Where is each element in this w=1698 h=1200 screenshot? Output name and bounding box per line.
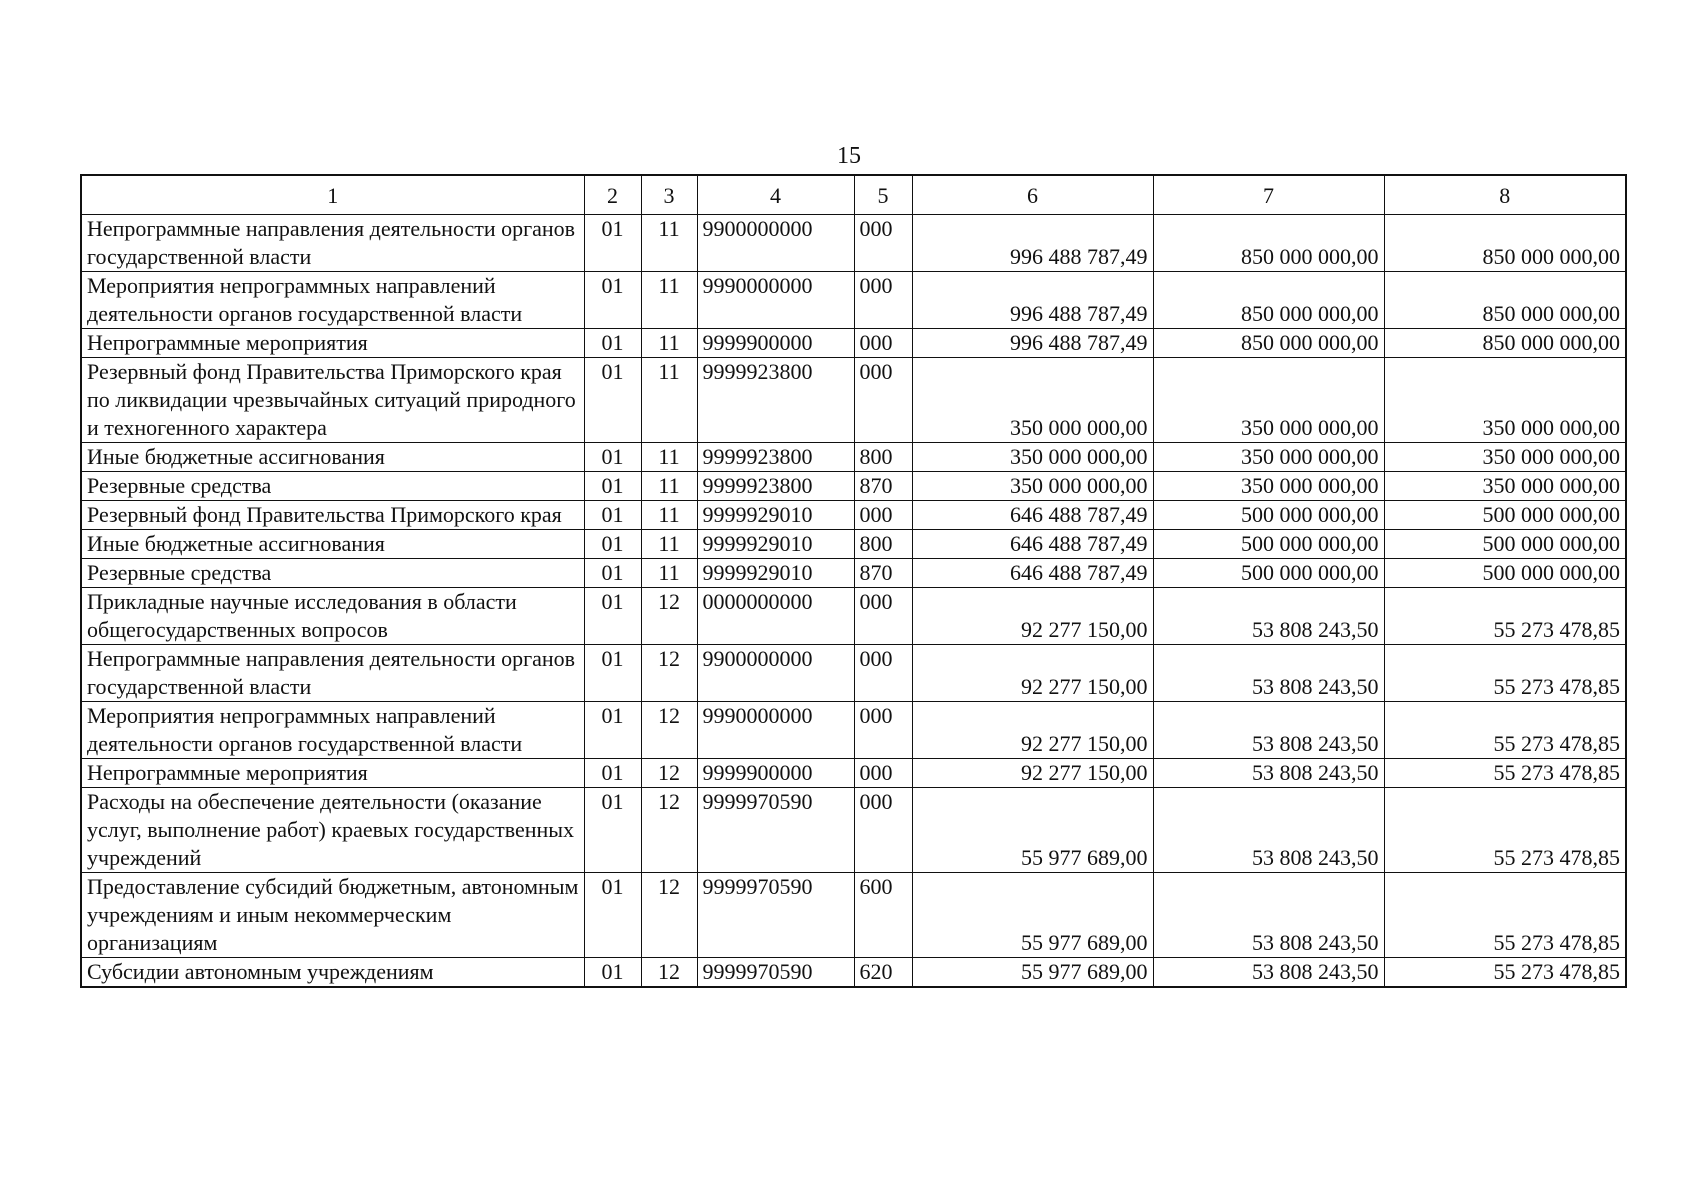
amount-col7-text: 850 000 000,00 xyxy=(1241,330,1379,355)
amount-col8-cell xyxy=(1384,873,1626,958)
row-name-cell xyxy=(81,215,584,272)
amount-col7-cell xyxy=(1153,443,1384,472)
amount-col6-cell xyxy=(912,215,1153,272)
amount-col7-text: 53 808 243,50 xyxy=(1252,617,1379,642)
row-name-cell xyxy=(81,588,584,645)
section-code-cell xyxy=(584,272,641,329)
row-name-cell xyxy=(81,759,584,788)
subsection-code-text: 12 xyxy=(658,959,680,984)
amount-col6-cell xyxy=(912,873,1153,958)
row-name-cell xyxy=(81,702,584,759)
target-article-cell xyxy=(697,472,854,501)
table-row xyxy=(81,759,1626,788)
section-code-cell xyxy=(584,559,641,588)
row-name-cell xyxy=(81,358,584,443)
target-article-text: 9900000000 xyxy=(702,646,813,671)
expense-type-text: 000 xyxy=(859,273,893,298)
table-row xyxy=(81,559,1626,588)
target-article-cell xyxy=(697,958,854,988)
amount-col8-cell xyxy=(1384,215,1626,272)
expense-type-text: 620 xyxy=(859,959,893,984)
target-article-cell xyxy=(697,358,854,443)
amount-col8-cell xyxy=(1384,443,1626,472)
expense-type-text: 000 xyxy=(859,216,893,241)
subsection-code-text: 12 xyxy=(658,703,680,728)
amount-col7-text: 350 000 000,00 xyxy=(1241,473,1379,498)
column-header-1: 1 xyxy=(81,175,584,215)
amount-col6-cell xyxy=(912,559,1153,588)
table-row xyxy=(81,443,1626,472)
table-row xyxy=(81,873,1626,958)
section-code-text: 01 xyxy=(601,560,624,585)
expense-type-text: 600 xyxy=(859,874,893,899)
table-row xyxy=(81,645,1626,702)
amount-col8-text: 850 000 000,00 xyxy=(1482,244,1620,269)
subsection-code-cell xyxy=(641,759,697,788)
expense-type-text: 000 xyxy=(859,703,893,728)
amount-col8-cell xyxy=(1384,559,1626,588)
expense-type-cell xyxy=(854,443,912,472)
column-header-5: 5 xyxy=(854,175,912,215)
expense-type-cell xyxy=(854,530,912,559)
section-code-text: 01 xyxy=(601,531,624,556)
amount-col6-cell xyxy=(912,588,1153,645)
amount-col6-text: 350 000 000,00 xyxy=(1010,473,1148,498)
row-name-text: Непрограммные мероприятия xyxy=(87,760,368,785)
target-article-text: 9999929010 xyxy=(702,560,813,585)
expense-type-text: 000 xyxy=(859,502,893,527)
row-name-text: Предоставление субсидий бюджетным, автономным учреждениям и иным некоммерческим организациям xyxy=(87,874,579,955)
amount-col8-cell xyxy=(1384,958,1626,988)
subsection-code-text: 12 xyxy=(658,589,680,614)
amount-col8-text: 55 273 478,85 xyxy=(1493,845,1620,870)
section-code-text: 01 xyxy=(601,216,624,241)
amount-col6-cell xyxy=(912,358,1153,443)
row-name-cell xyxy=(81,958,584,988)
amount-col8-text: 500 000 000,00 xyxy=(1482,502,1620,527)
subsection-code-cell xyxy=(641,443,697,472)
target-article-cell xyxy=(697,702,854,759)
expense-type-cell xyxy=(854,501,912,530)
subsection-code-text: 11 xyxy=(658,216,680,241)
row-name-cell xyxy=(81,272,584,329)
table-header xyxy=(81,175,1626,215)
expense-type-cell xyxy=(854,358,912,443)
row-name-text: Иные бюджетные ассигнования xyxy=(87,444,385,469)
section-code-text: 01 xyxy=(601,273,624,298)
amount-col7-text: 53 808 243,50 xyxy=(1252,930,1379,955)
subsection-code-cell xyxy=(641,358,697,443)
amount-col8-text: 350 000 000,00 xyxy=(1482,473,1620,498)
expense-type-cell xyxy=(854,588,912,645)
amount-col7-text: 53 808 243,50 xyxy=(1252,674,1379,699)
row-name-text: Непрограммные мероприятия xyxy=(87,330,368,355)
amount-col8-cell xyxy=(1384,788,1626,873)
target-article-cell xyxy=(697,530,854,559)
amount-col7-cell xyxy=(1153,472,1384,501)
row-name-cell xyxy=(81,472,584,501)
target-article-text: 9999900000 xyxy=(702,330,813,355)
section-code-text: 01 xyxy=(601,589,624,614)
section-code-text: 01 xyxy=(601,444,624,469)
amount-col6-text: 92 277 150,00 xyxy=(1021,731,1148,756)
subsection-code-text: 11 xyxy=(658,359,680,384)
amount-col6-cell xyxy=(912,530,1153,559)
table-row xyxy=(81,788,1626,873)
page-number: 15 xyxy=(837,143,861,169)
subsection-code-text: 12 xyxy=(658,646,680,671)
target-article-text: 9900000000 xyxy=(702,216,813,241)
amount-col6-text: 92 277 150,00 xyxy=(1021,617,1148,642)
amount-col8-cell xyxy=(1384,329,1626,358)
subsection-code-text: 11 xyxy=(658,502,680,527)
expense-type-text: 870 xyxy=(859,473,893,498)
section-code-cell xyxy=(584,873,641,958)
target-article-text: 9999929010 xyxy=(702,531,813,556)
amount-col7-cell xyxy=(1153,645,1384,702)
amount-col8-cell xyxy=(1384,472,1626,501)
column-header-3: 3 xyxy=(641,175,697,215)
amount-col8-text: 55 273 478,85 xyxy=(1493,674,1620,699)
table-row xyxy=(81,272,1626,329)
amount-col7-text: 53 808 243,50 xyxy=(1252,845,1379,870)
section-code-text: 01 xyxy=(601,874,624,899)
row-name-text: Мероприятия непрограммных направлений деятельности органов государственной власти xyxy=(87,273,523,326)
row-name-cell xyxy=(81,645,584,702)
row-name-text: Непрограммные направления деятельности органов государственной власти xyxy=(87,646,576,699)
amount-col7-cell xyxy=(1153,958,1384,988)
section-code-text: 01 xyxy=(601,473,624,498)
amount-col8-cell xyxy=(1384,358,1626,443)
expense-type-text: 000 xyxy=(859,789,893,814)
row-name-text: Субсидии автономным учреждениям xyxy=(87,959,434,984)
row-name-cell xyxy=(81,873,584,958)
column-header-4: 4 xyxy=(697,175,854,215)
subsection-code-text: 11 xyxy=(658,273,680,298)
amount-col7-cell xyxy=(1153,215,1384,272)
subsection-code-cell xyxy=(641,588,697,645)
amount-col6-cell xyxy=(912,958,1153,988)
amount-col8-text: 55 273 478,85 xyxy=(1493,760,1620,785)
subsection-code-text: 11 xyxy=(658,444,680,469)
column-header-6: 6 xyxy=(912,175,1153,215)
amount-col7-text: 350 000 000,00 xyxy=(1241,444,1379,469)
section-code-text: 01 xyxy=(601,646,624,671)
subsection-code-cell xyxy=(641,472,697,501)
amount-col6-cell xyxy=(912,645,1153,702)
amount-col8-text: 850 000 000,00 xyxy=(1482,301,1620,326)
section-code-text: 01 xyxy=(601,760,624,785)
amount-col8-cell xyxy=(1384,702,1626,759)
amount-col7-cell xyxy=(1153,501,1384,530)
amount-col7-cell xyxy=(1153,329,1384,358)
section-code-cell xyxy=(584,501,641,530)
expense-type-text: 800 xyxy=(859,531,893,556)
subsection-code-cell xyxy=(641,788,697,873)
table-row xyxy=(81,472,1626,501)
expense-type-cell xyxy=(854,215,912,272)
amount-col6-text: 646 488 787,49 xyxy=(1010,531,1148,556)
amount-col7-cell xyxy=(1153,530,1384,559)
table-row xyxy=(81,501,1626,530)
section-code-cell xyxy=(584,788,641,873)
amount-col8-cell xyxy=(1384,759,1626,788)
row-name-cell xyxy=(81,559,584,588)
amount-col6-text: 350 000 000,00 xyxy=(1010,415,1148,440)
amount-col7-text: 53 808 243,50 xyxy=(1252,959,1379,984)
subsection-code-cell xyxy=(641,501,697,530)
row-name-text: Непрограммные направления деятельности органов государственной власти xyxy=(87,216,576,269)
row-name-text: Мероприятия непрограммных направлений деятельности органов государственной власти xyxy=(87,703,523,756)
table-row xyxy=(81,588,1626,645)
expense-type-text: 800 xyxy=(859,444,893,469)
amount-col6-cell xyxy=(912,443,1153,472)
expense-type-text: 870 xyxy=(859,560,893,585)
subsection-code-text: 12 xyxy=(658,789,680,814)
amount-col8-text: 500 000 000,00 xyxy=(1482,560,1620,585)
column-header-7: 7 xyxy=(1153,175,1384,215)
expense-type-cell xyxy=(854,702,912,759)
amount-col7-text: 500 000 000,00 xyxy=(1241,502,1379,527)
target-article-cell xyxy=(697,329,854,358)
amount-col8-cell xyxy=(1384,501,1626,530)
amount-col7-cell xyxy=(1153,788,1384,873)
section-code-cell xyxy=(584,215,641,272)
expense-type-cell xyxy=(854,645,912,702)
amount-col8-cell xyxy=(1384,272,1626,329)
expense-type-cell xyxy=(854,559,912,588)
target-article-text: 9990000000 xyxy=(702,273,813,298)
section-code-text: 01 xyxy=(601,359,624,384)
subsection-code-text: 11 xyxy=(658,330,680,355)
amount-col7-text: 500 000 000,00 xyxy=(1241,531,1379,556)
subsection-code-cell xyxy=(641,559,697,588)
subsection-code-text: 12 xyxy=(658,760,680,785)
expense-type-cell xyxy=(854,788,912,873)
section-code-cell xyxy=(584,443,641,472)
section-code-text: 01 xyxy=(601,502,624,527)
target-article-text: 9990000000 xyxy=(702,703,813,728)
target-article-cell xyxy=(697,588,854,645)
table-row xyxy=(81,215,1626,272)
expense-type-cell xyxy=(854,958,912,988)
subsection-code-cell xyxy=(641,958,697,988)
amount-col7-cell xyxy=(1153,759,1384,788)
amount-col8-text: 850 000 000,00 xyxy=(1482,330,1620,355)
table-row xyxy=(81,702,1626,759)
amount-col8-text: 350 000 000,00 xyxy=(1482,444,1620,469)
subsection-code-text: 11 xyxy=(658,560,680,585)
subsection-code-cell xyxy=(641,530,697,559)
section-code-cell xyxy=(584,759,641,788)
section-code-text: 01 xyxy=(601,703,624,728)
target-article-cell xyxy=(697,215,854,272)
amount-col8-text: 55 273 478,85 xyxy=(1493,731,1620,756)
section-code-cell xyxy=(584,329,641,358)
subsection-code-cell xyxy=(641,272,697,329)
amount-col7-cell xyxy=(1153,588,1384,645)
subsection-code-cell xyxy=(641,329,697,358)
amount-col7-text: 850 000 000,00 xyxy=(1241,301,1379,326)
target-article-text: 9999923800 xyxy=(702,473,813,498)
row-name-cell xyxy=(81,443,584,472)
target-article-cell xyxy=(697,559,854,588)
section-code-cell xyxy=(584,530,641,559)
amount-col7-cell xyxy=(1153,358,1384,443)
amount-col7-text: 350 000 000,00 xyxy=(1241,415,1379,440)
row-name-text: Резервные средства xyxy=(87,473,272,498)
row-name-text: Расходы на обеспечение деятельности (оказание услуг, выполнение работ) краевых государственных учреждений xyxy=(87,789,575,870)
subsection-code-text: 11 xyxy=(658,473,680,498)
column-header-2: 2 xyxy=(584,175,641,215)
amount-col7-text: 53 808 243,50 xyxy=(1252,731,1379,756)
row-name-text: Иные бюджетные ассигнования xyxy=(87,531,385,556)
row-name-cell xyxy=(81,501,584,530)
amount-col7-cell xyxy=(1153,873,1384,958)
expense-type-cell xyxy=(854,329,912,358)
section-code-cell xyxy=(584,702,641,759)
amount-col8-cell xyxy=(1384,645,1626,702)
section-code-text: 01 xyxy=(601,789,624,814)
target-article-cell xyxy=(697,788,854,873)
subsection-code-cell xyxy=(641,873,697,958)
target-article-text: 9999970590 xyxy=(702,874,813,899)
target-article-cell xyxy=(697,873,854,958)
target-article-cell xyxy=(697,645,854,702)
amount-col6-cell xyxy=(912,472,1153,501)
expense-type-text: 000 xyxy=(859,330,893,355)
amount-col6-cell xyxy=(912,329,1153,358)
target-article-text: 9999970590 xyxy=(702,959,813,984)
section-code-text: 01 xyxy=(601,959,624,984)
amount-col8-text: 55 273 478,85 xyxy=(1493,617,1620,642)
amount-col8-cell xyxy=(1384,588,1626,645)
amount-col6-cell xyxy=(912,702,1153,759)
row-name-text: Резервный фонд Правительства Приморского края по ликвидации чрезвычайных ситуаций природного и техногенного характера xyxy=(87,359,576,440)
row-name-cell xyxy=(81,329,584,358)
expense-type-cell xyxy=(854,472,912,501)
target-article-text: 9999923800 xyxy=(702,444,813,469)
amount-col6-cell xyxy=(912,272,1153,329)
expense-type-text: 000 xyxy=(859,646,893,671)
amount-col6-text: 55 977 689,00 xyxy=(1021,845,1148,870)
amount-col8-text: 500 000 000,00 xyxy=(1482,531,1620,556)
target-article-text: 9999900000 xyxy=(702,760,813,785)
amount-col8-text: 350 000 000,00 xyxy=(1482,415,1620,440)
row-name-text: Резервный фонд Правительства Приморского края xyxy=(87,502,562,527)
amount-col6-cell xyxy=(912,501,1153,530)
amount-col6-text: 996 488 787,49 xyxy=(1010,244,1148,269)
section-code-cell xyxy=(584,358,641,443)
expense-type-text: 000 xyxy=(859,760,893,785)
target-article-cell xyxy=(697,501,854,530)
amount-col7-text: 500 000 000,00 xyxy=(1241,560,1379,585)
amount-col7-cell xyxy=(1153,272,1384,329)
section-code-text: 01 xyxy=(601,330,624,355)
amount-col8-text: 55 273 478,85 xyxy=(1493,930,1620,955)
table-row xyxy=(81,329,1626,358)
amount-col6-text: 996 488 787,49 xyxy=(1010,301,1148,326)
table-body xyxy=(81,215,1626,988)
section-code-cell xyxy=(584,588,641,645)
target-article-cell xyxy=(697,759,854,788)
amount-col7-text: 850 000 000,00 xyxy=(1241,244,1379,269)
row-name-text: Прикладные научные исследования в области общегосударственных вопросов xyxy=(87,589,517,642)
amount-col8-cell xyxy=(1384,530,1626,559)
amount-col6-text: 646 488 787,49 xyxy=(1010,560,1148,585)
amount-col6-text: 646 488 787,49 xyxy=(1010,502,1148,527)
table-row xyxy=(81,530,1626,559)
target-article-text: 9999929010 xyxy=(702,502,813,527)
table-row xyxy=(81,358,1626,443)
target-article-text: 9999923800 xyxy=(702,359,813,384)
header-row xyxy=(81,175,1626,215)
row-name-text: Резервные средства xyxy=(87,560,272,585)
expense-type-cell xyxy=(854,272,912,329)
row-name-cell xyxy=(81,530,584,559)
amount-col6-text: 55 977 689,00 xyxy=(1021,930,1148,955)
section-code-cell xyxy=(584,472,641,501)
subsection-code-cell xyxy=(641,702,697,759)
column-header-8: 8 xyxy=(1384,175,1626,215)
expense-type-cell xyxy=(854,873,912,958)
amount-col6-cell xyxy=(912,759,1153,788)
amount-col6-text: 92 277 150,00 xyxy=(1021,760,1148,785)
amount-col6-text: 92 277 150,00 xyxy=(1021,674,1148,699)
budget-table xyxy=(80,174,1627,988)
amount-col6-text: 55 977 689,00 xyxy=(1021,959,1148,984)
row-name-cell xyxy=(81,788,584,873)
section-code-cell xyxy=(584,645,641,702)
target-article-text: 9999970590 xyxy=(702,789,813,814)
amount-col6-text: 996 488 787,49 xyxy=(1010,330,1148,355)
amount-col7-cell xyxy=(1153,702,1384,759)
target-article-cell xyxy=(697,272,854,329)
subsection-code-text: 12 xyxy=(658,874,680,899)
amount-col6-text: 350 000 000,00 xyxy=(1010,444,1148,469)
target-article-cell xyxy=(697,443,854,472)
section-code-cell xyxy=(584,958,641,988)
amount-col7-cell xyxy=(1153,559,1384,588)
amount-col8-text: 55 273 478,85 xyxy=(1493,959,1620,984)
expense-type-text: 000 xyxy=(859,589,893,614)
subsection-code-cell xyxy=(641,645,697,702)
expense-type-text: 000 xyxy=(859,359,893,384)
subsection-code-text: 11 xyxy=(658,531,680,556)
expense-type-cell xyxy=(854,759,912,788)
target-article-text: 0000000000 xyxy=(702,589,813,614)
subsection-code-cell xyxy=(641,215,697,272)
amount-col7-text: 53 808 243,50 xyxy=(1252,760,1379,785)
table-row xyxy=(81,958,1626,988)
amount-col6-cell xyxy=(912,788,1153,873)
